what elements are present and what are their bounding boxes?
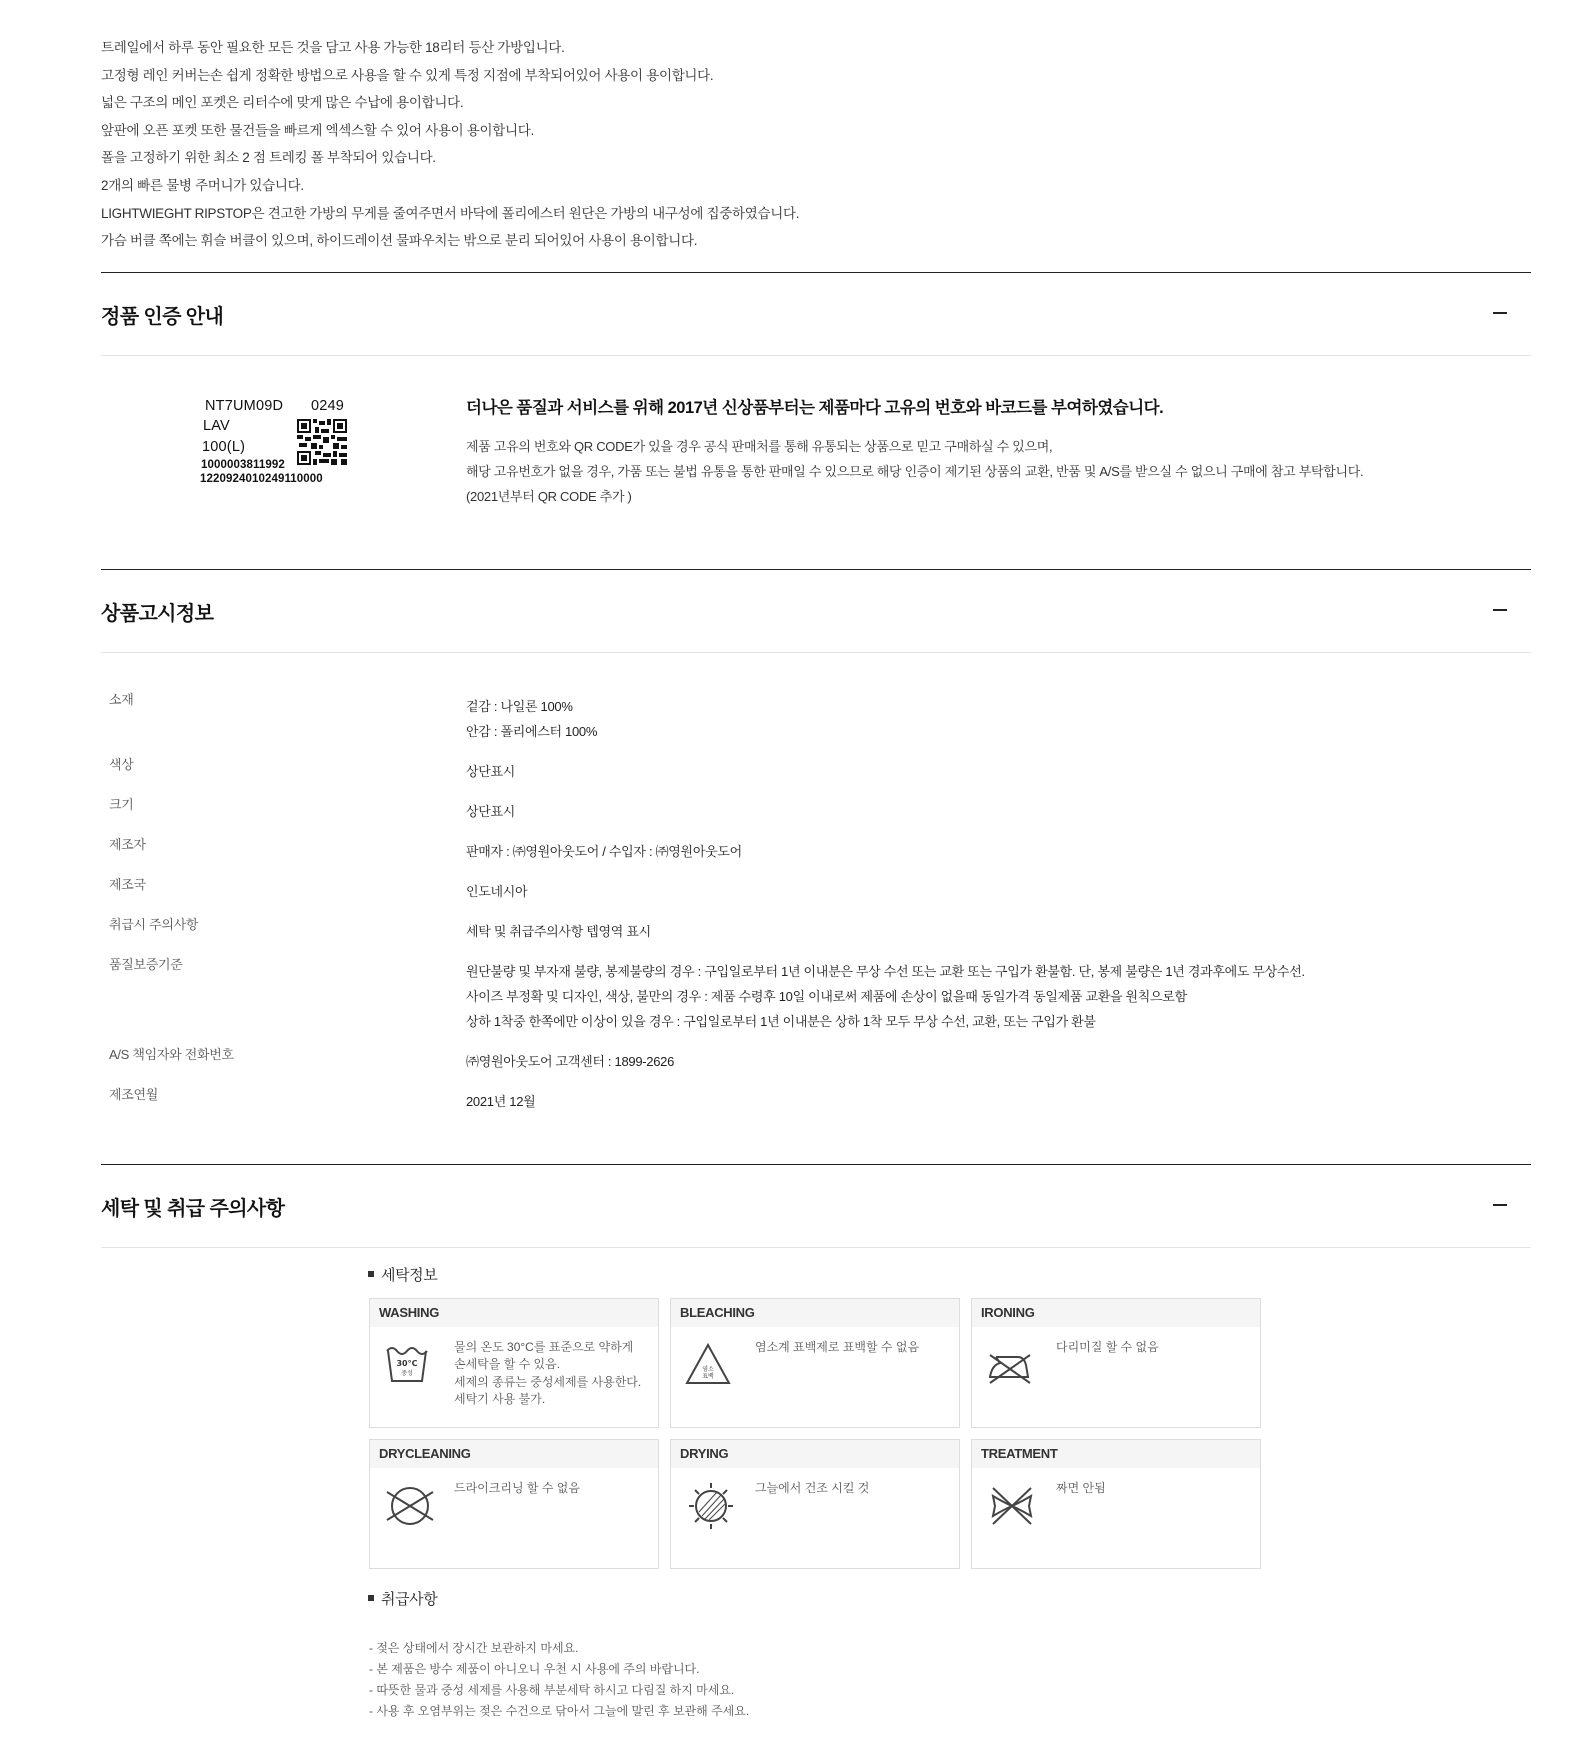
- list-item: - 본 제품은 방수 제품이 아니오니 우천 시 사용에 주의 바랍니다.: [369, 1661, 700, 1676]
- card-title: DRYCLEANING: [370, 1440, 658, 1468]
- card-title: BLEACHING: [671, 1299, 959, 1327]
- section-title: 세탁 및 취급 주의사항: [101, 1197, 285, 1220]
- care-body: [101, 1248, 1531, 1728]
- row-value: 인도네시아: [466, 883, 528, 899]
- authenticity-headline: 더나은 품질과 서비스를 위해 2017년 신상품부터는 제품마다 고유의 번호와 바코드를 부여하였습니다.: [466, 398, 1164, 417]
- no-dryclean-icon: [382, 1480, 438, 1530]
- authenticity-section: [101, 272, 1531, 569]
- care-card-ironing: [971, 1298, 1261, 1428]
- washing-info-title: 세탁정보: [368, 1264, 437, 1285]
- row-value: 겉감 : 나일론 100%: [466, 698, 573, 714]
- care-card-washing: [369, 1298, 659, 1428]
- row-value: 상단표시: [466, 803, 516, 819]
- tag-size: 100(L): [202, 438, 246, 455]
- row-value: 판매자 : ㈜영원아웃도어 / 수입자 : ㈜영원아웃도어: [466, 843, 742, 859]
- authenticity-line: (2021년부터 QR CODE 추가 ): [466, 488, 632, 504]
- row-label: 제조국: [109, 876, 146, 892]
- list-item: - 사용 후 오염부위는 젖은 수건으로 닦아서 그늘에 말린 후 보관해 주세요.: [369, 1703, 750, 1718]
- tag-code: NT7UM09D: [205, 397, 284, 414]
- row-value: 사이즈 부정확 및 디자인, 색상, 불만의 경우 : 제품 수령후 10일 이내로써 제품에 손상이 없을때 동일가격 동일제품 교환을 원칙으로함: [466, 988, 1187, 1004]
- section-title: 정품 인증 안내: [101, 305, 224, 328]
- row-label: 품질보증기준: [109, 956, 183, 972]
- list-item: - 따뜻한 물과 중성 세제를 사용해 부분세탁 하시고 다림질 하지 마세요.: [369, 1682, 735, 1697]
- row-label: 제조자: [109, 836, 146, 852]
- wash-temp-text: 30°C: [396, 1358, 418, 1368]
- card-title: TREATMENT: [972, 1440, 1260, 1468]
- bleach-text-2: 표백: [702, 1372, 714, 1380]
- card-title: WASHING: [370, 1299, 658, 1327]
- description-line: 트레일에서 하루 동안 필요한 모든 것을 담고 사용 가능한 18리터 등산 가방입니다.: [101, 40, 565, 55]
- card-description: 짜면 안됨: [1056, 1480, 1106, 1495]
- card-title: IRONING: [972, 1299, 1260, 1327]
- description-line: 2개의 빠른 물병 주머니가 있습니다.: [101, 177, 304, 193]
- no-wring-icon: [984, 1480, 1040, 1530]
- care-card-bleaching: [670, 1298, 960, 1428]
- handling-list: [369, 1638, 749, 1722]
- row-label: 크기: [109, 796, 134, 812]
- collapse-toggle-button[interactable]: [1493, 1204, 1507, 1206]
- care-card-drying: [670, 1439, 960, 1569]
- authenticity-line: 제품 고유의 번호와 QR CODE가 있을 경우 공식 판매처를 통해 유통되는 상품으로 믿고 구매하실 수 있으며,: [466, 438, 1053, 454]
- product-notice-table: [101, 653, 1531, 1164]
- card-description: 다리미질 할 수 없음: [1056, 1339, 1159, 1354]
- table-row: [101, 954, 1531, 1034]
- care-section: [101, 1164, 1531, 1728]
- row-value: 상단표시: [466, 763, 516, 779]
- product-description: [101, 0, 1531, 255]
- care-header[interactable]: [101, 1165, 1531, 1248]
- authenticity-body: [101, 356, 1531, 569]
- card-description: 물의 온도 30°C를 표준으로 약하게 손세탁을 할 수 있음. 세제의 종류는 중성세제를 사용한다. 세탁기 사용 불가.: [454, 1339, 642, 1407]
- product-notice-section: [101, 569, 1531, 1164]
- wash-30c-icon: [384, 1339, 430, 1389]
- qr-code-icon: [297, 419, 347, 465]
- table-row: [101, 794, 1531, 824]
- row-value: 세탁 및 취급주의사항 텝영역 표시: [466, 923, 651, 939]
- bleach-icon: [685, 1339, 731, 1389]
- bleach-text-1: 염소: [702, 1365, 714, 1373]
- bullet-square-icon: [368, 1271, 374, 1277]
- row-label: 색상: [109, 756, 134, 772]
- row-value: 상하 1착중 한쪽에만 이상이 있을 경우 : 구입일로부터 1년 이내분은 상하 1착 모두 무상 수선, 교환, 또는 구입가 환불: [466, 1013, 1096, 1029]
- row-value: 2021년 12월: [466, 1093, 536, 1109]
- row-label: A/S 책임자와 전화번호: [109, 1046, 234, 1062]
- row-label: 소재: [109, 691, 134, 707]
- table-row: [101, 1084, 1531, 1114]
- no-iron-icon: [986, 1339, 1032, 1389]
- card-title: DRYING: [671, 1440, 959, 1468]
- card-description: 염소계 표백제로 표백할 수 없음: [755, 1339, 920, 1354]
- card-description: 그늘에서 건조 시킬 것: [755, 1480, 870, 1495]
- product-tag-label: [197, 398, 367, 498]
- tag-color: LAV: [203, 417, 230, 434]
- description-line: 앞판에 오픈 포켓 또한 물건들을 빠르게 엑섹스할 수 있어 사용이 용이합니다.: [101, 122, 534, 138]
- row-value: ㈜영원아웃도어 고객센터 : 1899-2626: [466, 1053, 674, 1069]
- tag-barcode-1: 1000003811992: [201, 458, 285, 471]
- collapse-toggle-button[interactable]: [1493, 609, 1507, 611]
- bullet-square-icon: [368, 1595, 374, 1601]
- shade-dry-icon: [683, 1480, 739, 1530]
- description-line: 폴을 고정하기 위한 최소 2 점 트레킹 폴 부착되어 있습니다.: [101, 150, 436, 166]
- table-row: [101, 834, 1531, 864]
- row-label: 취급시 주의사항: [109, 916, 199, 932]
- authenticity-header[interactable]: [101, 273, 1531, 356]
- product-notice-header[interactable]: [101, 570, 1531, 653]
- section-title: 상품고시정보: [101, 602, 214, 625]
- tag-barcode-2: 1220924010249110000: [200, 472, 323, 485]
- tag-number: 0249: [311, 397, 345, 414]
- row-label: 제조연월: [109, 1086, 159, 1102]
- authenticity-line: 해당 고유번호가 없을 경우, 가품 또는 불법 유통을 통한 판매일 수 있으므로 해당 인증이 제기된 상품의 교환, 반품 및 A/S를 받으실 수 없으니 구매에 참고 부탁합니다.: [466, 463, 1364, 479]
- description-line: 가슴 버클 쪽에는 휘슬 버클이 있으며, 하이드레이션 물파우치는 밖으로 분리 되어있어 사용이 용이합니다.: [101, 233, 698, 249]
- care-card-drycleaning: [369, 1439, 659, 1569]
- list-item: - 젖은 상태에서 장시간 보관하지 마세요.: [369, 1640, 579, 1655]
- table-row: [101, 689, 1531, 744]
- table-row: [101, 1044, 1531, 1074]
- care-card-grid: [369, 1298, 1262, 1569]
- description-line: LIGHTWIEGHT RIPSTOP은 견고한 가방의 무게를 줄여주면서 바닥에 폴리에스터 원단은 가방의 내구성에 집중하였습니다.: [101, 205, 800, 221]
- page-content: [101, 0, 1531, 1728]
- table-row: [101, 874, 1531, 904]
- description-line: 고정형 레인 커버는손 쉽게 정확한 방법으로 사용을 할 수 있게 특정 지점에 부착되어있어 사용이 용이합니다.: [101, 67, 714, 83]
- collapse-toggle-button[interactable]: [1493, 312, 1507, 314]
- card-description: 드라이크리닝 할 수 없음: [454, 1480, 580, 1495]
- care-card-treatment: [971, 1439, 1261, 1569]
- row-value: 안감 : 폴리에스터 100%: [466, 723, 598, 739]
- handling-title: 취급사항: [368, 1588, 437, 1609]
- wash-detergent-text: 중성: [401, 1369, 413, 1377]
- table-row: [101, 754, 1531, 784]
- table-row: [101, 914, 1531, 944]
- authenticity-text: [466, 394, 1363, 509]
- description-line: 넓은 구조의 메인 포켓은 리터수에 맞게 많은 수납에 용이합니다.: [101, 95, 464, 111]
- row-value: 원단불량 및 부자재 불량, 봉제불량의 경우 : 구입일로부터 1년 이내분은 무상 수선 또는 교환 또는 구입가 환불함. 단, 봉제 불량은 1년 경과후에도 무상수선.: [466, 963, 1305, 979]
